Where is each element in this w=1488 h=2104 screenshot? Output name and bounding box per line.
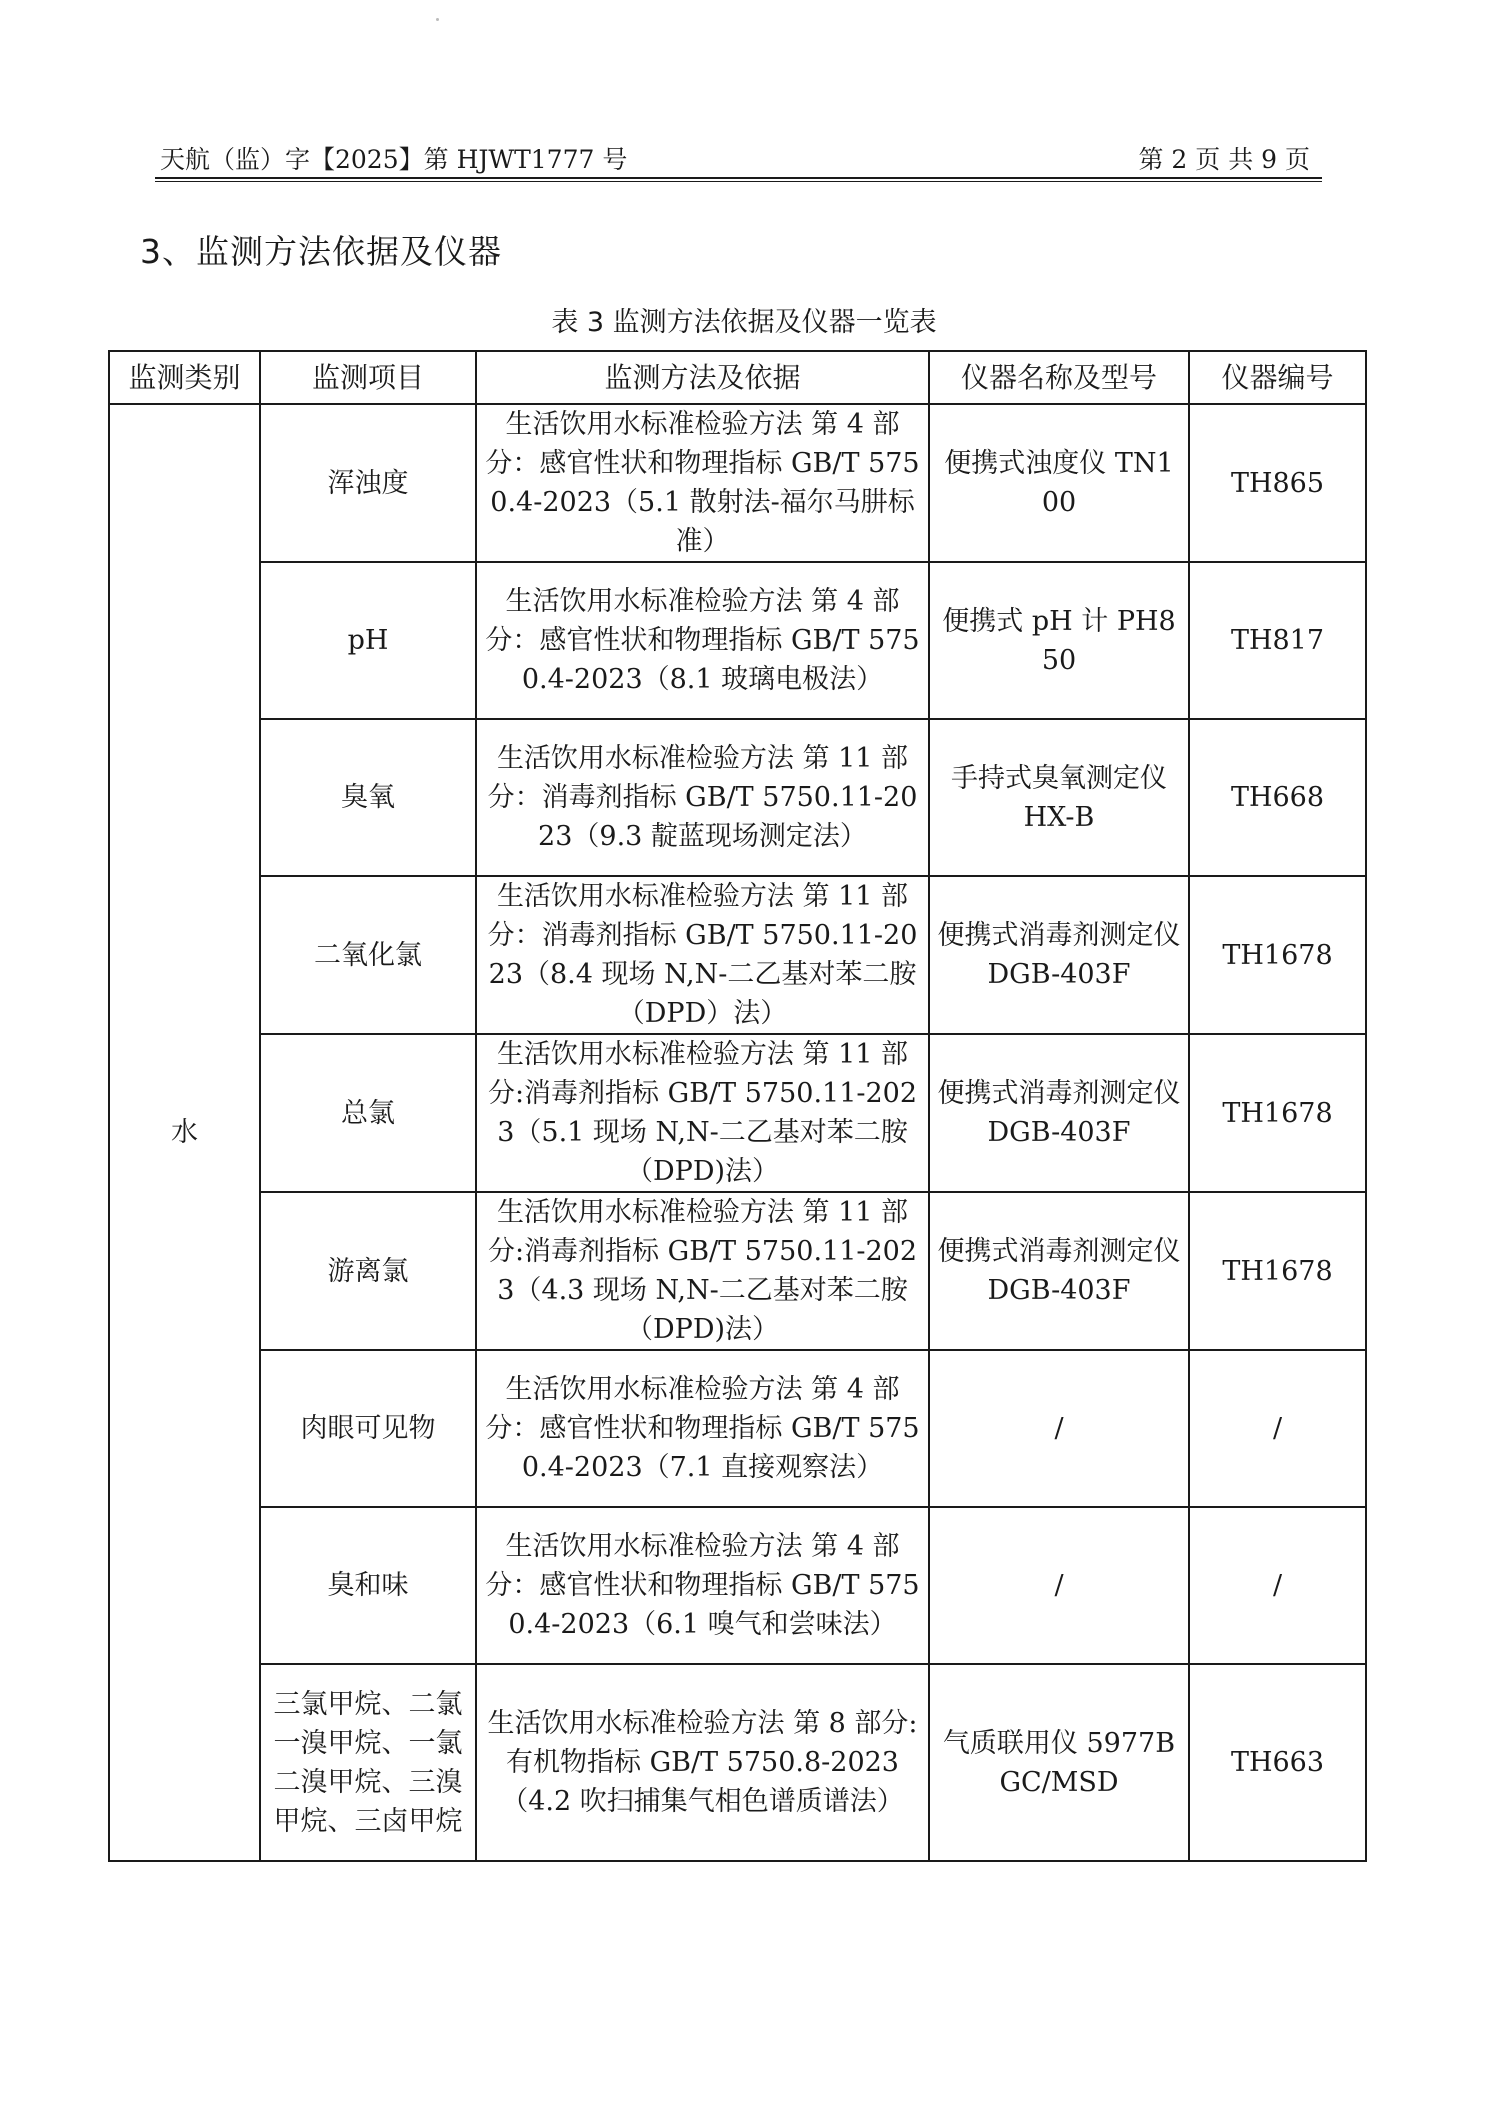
item-cell: pH	[260, 562, 476, 719]
item-cell: 三氯甲烷、二氯一溴甲烷、一氯二溴甲烷、三溴甲烷、三卤甲烷	[260, 1664, 476, 1861]
instrument-cell: 便携式浊度仪 TN100	[929, 404, 1189, 562]
code-cell: TH1678	[1189, 1192, 1366, 1350]
instrument-cell: /	[929, 1350, 1189, 1507]
col-header-instrument: 仪器名称及型号	[929, 351, 1189, 404]
col-header-item: 监测项目	[260, 351, 476, 404]
header-rule	[155, 177, 1322, 179]
method-cell: 生活饮用水标准检验方法 第 11 部分：消毒剂指标 GB/T 5750.11-2023（9.3 靛蓝现场测定法）	[476, 719, 929, 876]
table-row	[109, 404, 1366, 562]
code-cell: /	[1189, 1507, 1366, 1664]
instrument-cell: 便携式消毒剂测定仪 DGB-403F	[929, 1034, 1189, 1192]
item-cell: 浑浊度	[260, 404, 476, 562]
table-row	[109, 1507, 1366, 1664]
section-heading: 3、监测方法依据及仪器	[140, 232, 502, 271]
code-cell: TH1678	[1189, 876, 1366, 1034]
table-row	[109, 876, 1366, 1034]
method-cell: 生活饮用水标准检验方法 第 11 部分：消毒剂指标 GB/T 5750.11-2023（8.4 现场 N,N-二乙基对苯二胺（DPD）法）	[476, 876, 929, 1034]
code-cell: /	[1189, 1350, 1366, 1507]
table-row	[109, 1192, 1366, 1350]
item-cell: 游离氯	[260, 1192, 476, 1350]
code-cell: TH663	[1189, 1664, 1366, 1861]
method-cell: 生活饮用水标准检验方法 第 4 部分：感官性状和物理指标 GB/T 5750.4-2023（7.1 直接观察法）	[476, 1350, 929, 1507]
code-cell: TH817	[1189, 562, 1366, 719]
code-cell: TH668	[1189, 719, 1366, 876]
method-cell: 生活饮用水标准检验方法 第 4 部分：感官性状和物理指标 GB/T 5750.4-2023（6.1 嗅气和尝味法）	[476, 1507, 929, 1664]
method-cell: 生活饮用水标准检验方法 第 4 部分：感官性状和物理指标 GB/T 5750.4-2023（8.1 玻璃电极法）	[476, 562, 929, 719]
instrument-cell: 便携式消毒剂测定仪 DGB-403F	[929, 1192, 1189, 1350]
table-caption: 表 3 监测方法依据及仪器一览表	[551, 307, 937, 338]
instrument-cell: 气质联用仪 5977B GC/MSD	[929, 1664, 1189, 1861]
item-cell: 肉眼可见物	[260, 1350, 476, 1507]
page-header	[160, 140, 1310, 181]
col-header-category: 监测类别	[109, 351, 260, 404]
table-header-row	[109, 351, 1366, 404]
method-cell: 生活饮用水标准检验方法 第 11 部分:消毒剂指标 GB/T 5750.11-2023（4.3 现场 N,N-二乙基对苯二胺（DPD)法）	[476, 1192, 929, 1350]
document-number: 天航（监）字【2025】第 HJWT1777 号	[160, 145, 628, 174]
method-cell: 生活饮用水标准检验方法 第 11 部分:消毒剂指标 GB/T 5750.11-2023（5.1 现场 N,N-二乙基对苯二胺（DPD)法）	[476, 1034, 929, 1192]
col-header-method: 监测方法及依据	[476, 351, 929, 404]
instrument-cell: 便携式消毒剂测定仪 DGB-403F	[929, 876, 1189, 1034]
methods-table	[108, 350, 1367, 1862]
item-cell: 臭和味	[260, 1507, 476, 1664]
instrument-cell: /	[929, 1507, 1189, 1664]
page-indicator: 第 2 页 共 9 页	[1138, 145, 1310, 174]
col-header-code: 仪器编号	[1189, 351, 1366, 404]
header-rule-thin	[155, 181, 1322, 182]
table-row	[109, 719, 1366, 876]
code-cell: TH865	[1189, 404, 1366, 562]
item-cell: 二氧化氯	[260, 876, 476, 1034]
instrument-cell: 手持式臭氧测定仪 HX-B	[929, 719, 1189, 876]
item-cell: 总氯	[260, 1034, 476, 1192]
table-row	[109, 1350, 1366, 1507]
item-cell: 臭氧	[260, 719, 476, 876]
table-row	[109, 562, 1366, 719]
method-cell: 生活饮用水标准检验方法 第 8 部分:有机物指标 GB/T 5750.8-2023（4.2 吹扫捕集气相色谱质谱法）	[476, 1664, 929, 1861]
table-row	[109, 1034, 1366, 1192]
category-cell: 水	[109, 404, 260, 1861]
table-row	[109, 1664, 1366, 1861]
scan-speck	[436, 18, 439, 21]
code-cell: TH1678	[1189, 1034, 1366, 1192]
instrument-cell: 便携式 pH 计 PH850	[929, 562, 1189, 719]
method-cell: 生活饮用水标准检验方法 第 4 部分：感官性状和物理指标 GB/T 5750.4-2023（5.1 散射法-福尔马肼标准）	[476, 404, 929, 562]
